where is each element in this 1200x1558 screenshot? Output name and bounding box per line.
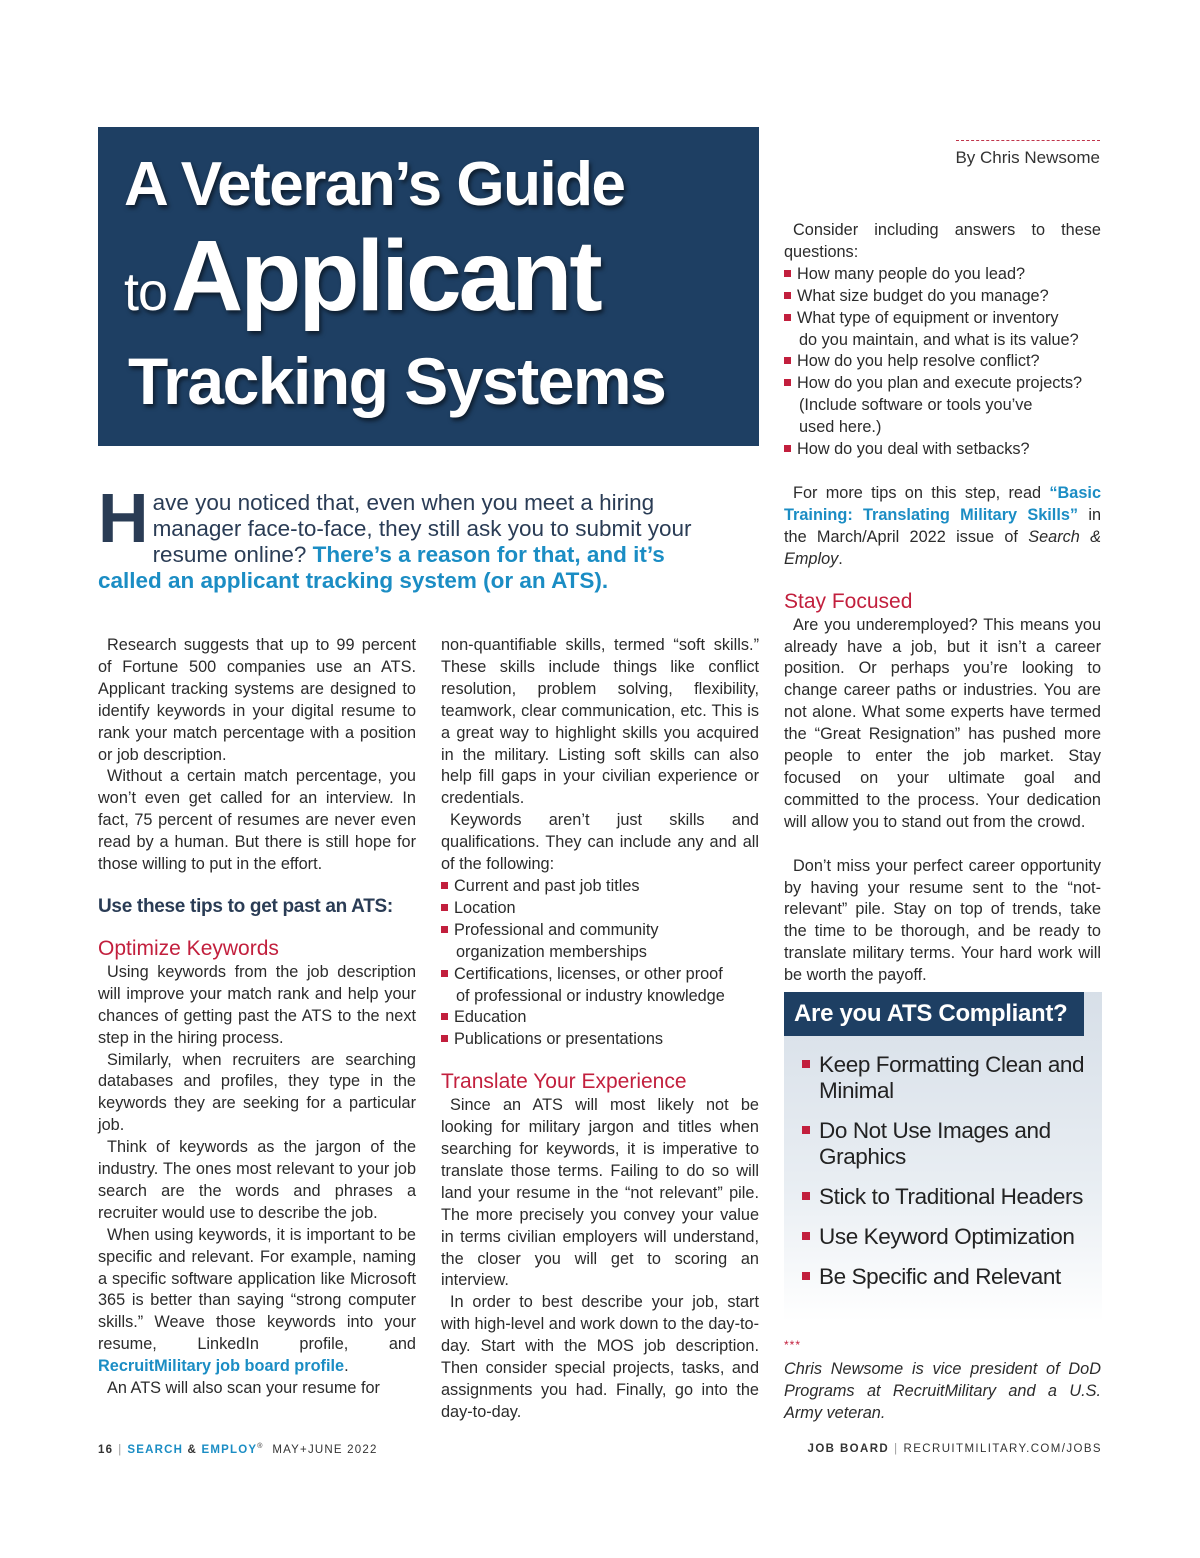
col1-paragraph-5: Think of keywords as the jargon of the industry. The ones most relevant to your job search are the words and phrases a recruiter would use to describe the job. bbox=[98, 1138, 416, 1222]
col3-paragraph-3: Are you underemployed? This means you already have a job, but it isn’t a career position. Or perhaps you’re looking to change career paths or industries. You are not alone. What some experts have termed the “Great Resignation” has pushed more people to enter the job market. Stay focused on your ultimate goal and committed to the process. Your dedication will allow you to stand out from the crowd. bbox=[784, 615, 1101, 831]
col1-paragraph-2: Without a certain match percentage, you won’t even get called for an interview. In fact, 75 percent of resumes are never even read by a human. But there is still hope for those willing to put in the effort. bbox=[98, 767, 416, 874]
list-item: Use Keyword Optimization bbox=[802, 1224, 1092, 1250]
job-board-label: JOB BOARD bbox=[807, 1443, 890, 1455]
keywords-list bbox=[441, 876, 759, 1051]
col2-paragraph-3: Since an ATS will most likely not be looking for military jargon and titles when searching for keywords, it is imperative to translate those terms. Failing to do so will land your resume in the “not relevant” pile. The more precisely you convey your value in terms civilian employers will understand, the closer you will get to scoring an interview. bbox=[441, 1096, 759, 1290]
col2-paragraph-1: non-quantifiable skills, termed “soft skills.” These skills include things like conflict resolution, problem solving, flexibility, teamwork, clear communication, etc. This is a great way to highlight skills you acquired in the military. Listing soft skills can also help fill gaps in your civilian experience or credentials. bbox=[441, 636, 759, 808]
col3-paragraph-2: For more tips on this step, read “Basic Training: Translating Military Skills” in the March/April 2022 issue of Search & Employ. bbox=[784, 483, 1101, 568]
author-bio: Chris Newsome is vice president of DoD Programs at RecruitMilitary and a U.S. Army veteran. bbox=[784, 1360, 1101, 1422]
list-item: What size budget do you manage? bbox=[784, 286, 1101, 308]
recruitmilitary-profile-link[interactable]: RecruitMilitary job board profile bbox=[98, 1357, 345, 1376]
col3-paragraph-4: Don’t miss your perfect career opportunity by having your resume sent to the “not-relevant” pile. Stay on top of trends, take the time to be thorough, and be ready to translate military terms. Your hard work will be worth the payoff. bbox=[784, 856, 1101, 985]
footer-right bbox=[700, 1443, 1102, 1455]
footer-separator: | bbox=[894, 1443, 899, 1455]
brand-search: SEARCH bbox=[127, 1443, 184, 1456]
title-line-2 bbox=[124, 219, 600, 334]
title-to: to bbox=[124, 262, 168, 322]
footer-separator: | bbox=[118, 1443, 123, 1456]
brand-amp: & bbox=[183, 1443, 202, 1456]
title-line-3: Tracking Systems bbox=[128, 344, 666, 418]
questions-list bbox=[784, 264, 1101, 461]
translate-experience-heading: Translate Your Experience bbox=[441, 1070, 687, 1094]
list-item: How do you plan and execute projects? (Include software or tools you’ve used here.) bbox=[784, 373, 1101, 439]
footer-left bbox=[98, 1443, 378, 1456]
drop-cap: H bbox=[98, 479, 149, 557]
list-item: Keep Formatting Clean and Minimal bbox=[802, 1052, 1092, 1104]
stay-focused-heading: Stay Focused bbox=[784, 589, 913, 613]
ats-box-heading: Are you ATS Compliant? bbox=[784, 992, 1084, 1036]
col3-paragraph-1: Consider including answers to these questions: bbox=[784, 221, 1101, 261]
list-item: Current and past job titles bbox=[441, 876, 759, 898]
issue-date: MAY+JUNE 2022 bbox=[272, 1443, 378, 1456]
list-item: How many people do you lead? bbox=[784, 264, 1101, 286]
list-item: Location bbox=[441, 898, 759, 920]
col1-paragraph-6-text: When using keywords, it is important to be specific and relevant. For example, naming a specific software application like Microsoft 365 is better than saying “strong computer skills.” Weave those keywords into your resume, LinkedIn profile, and bbox=[98, 1225, 416, 1354]
list-item: How do you deal with setbacks? bbox=[784, 439, 1101, 461]
column-1 bbox=[98, 635, 416, 1400]
publication-name: Search & Employ bbox=[784, 527, 1101, 568]
list-item: Education bbox=[441, 1007, 759, 1029]
col2-paragraph-2: Keywords aren’t just skills and qualifications. They can include any and all of the following: bbox=[441, 811, 759, 874]
byline: By Chris Newsome bbox=[955, 148, 1100, 167]
list-item: How do you help resolve conflict? bbox=[784, 351, 1101, 373]
intro-text: ave you noticed that, even when you meet a hiring manager face-to-face, they still ask you to submit your resume online? bbox=[152, 490, 692, 567]
col1-paragraph-7: An ATS will also scan your resume for bbox=[107, 1379, 380, 1398]
title-banner bbox=[98, 127, 759, 446]
col1-paragraph-6 bbox=[98, 1225, 416, 1378]
intro-paragraph bbox=[98, 479, 728, 594]
list-item: Certifications, licenses, or other proof of professional or industry knowledge bbox=[441, 964, 759, 1008]
list-item: Professional and community organization memberships bbox=[441, 920, 759, 964]
tips-heading: Use these tips to get past an ATS: bbox=[98, 895, 393, 917]
brand-employ: EMPLOY bbox=[201, 1443, 258, 1456]
title-applicant: Applicant bbox=[171, 220, 600, 332]
col1-paragraph-1: Research suggests that up to 99 percent of Fortune 500 companies use an ATS. Applicant tracking systems are designed to identify keywords in your digital resume to rank your match percentage with a position or job description. bbox=[98, 636, 416, 764]
col2-paragraph-4: In order to best describe your job, start with high-level and work down to the day-to-day. Start with the MOS job description. Then consider special projects, tasks, and assignments you had. Finally, go into the day-to-day. bbox=[441, 1293, 759, 1421]
list-item: Do Not Use Images and Graphics bbox=[802, 1118, 1092, 1170]
registered-mark: ® bbox=[257, 1443, 264, 1450]
basic-training-article-link[interactable]: “Basic Training: Translating Military Skills” bbox=[784, 483, 1101, 524]
column-3 bbox=[784, 220, 1101, 987]
ats-checklist bbox=[802, 1052, 1092, 1304]
page-number: 16 bbox=[98, 1443, 114, 1456]
list-item: What type of equipment or inventory do you maintain, and what is its value? bbox=[784, 308, 1101, 352]
optimize-keywords-heading: Optimize Keywords bbox=[98, 936, 279, 960]
list-item: Publications or presentations bbox=[441, 1029, 759, 1051]
list-item: Be Specific and Relevant bbox=[802, 1264, 1092, 1290]
byline-divider bbox=[956, 140, 1100, 141]
title-line-1: A Veteran’s Guide bbox=[124, 150, 625, 219]
intro-highlight: There’s a reason for that, and it’s called an applicant tracking system (or an ATS). bbox=[98, 542, 665, 593]
col1-paragraph-6-end: . bbox=[344, 1357, 349, 1376]
col1-paragraph-3: Using keywords from the job description will improve your match rank and help your chances of getting past the ATS to the next step in the hiring process. bbox=[98, 962, 416, 1047]
col1-paragraph-4: Similarly, when recruiters are searching databases and profiles, they type in the keywords they are seeking for a particular job. bbox=[98, 1050, 416, 1135]
column-2 bbox=[441, 635, 759, 1424]
list-item: Stick to Traditional Headers bbox=[802, 1184, 1092, 1210]
section-stars: *** bbox=[784, 1338, 802, 1352]
ats-compliant-box bbox=[784, 992, 1102, 1322]
recruitmilitary-url[interactable]: RECRUITMILITARY.COM/JOBS bbox=[903, 1443, 1102, 1455]
